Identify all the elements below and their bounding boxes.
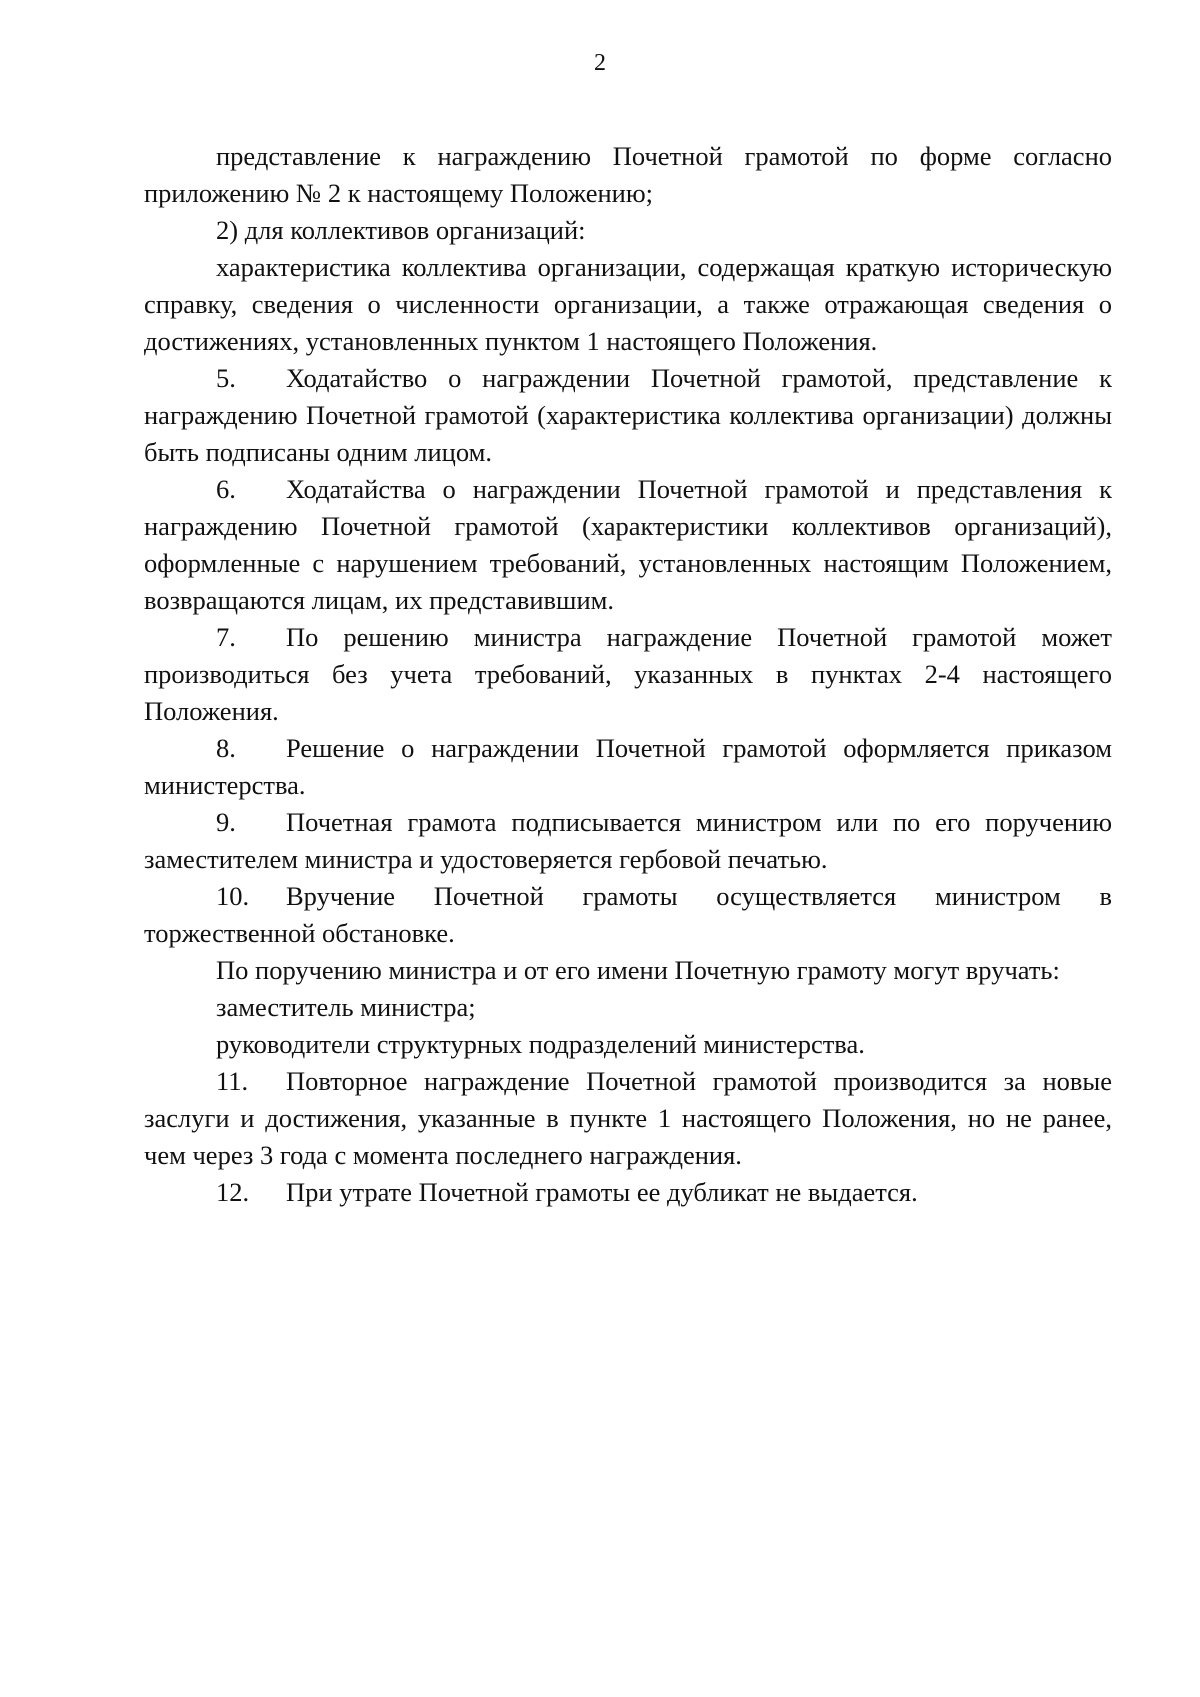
list-item-7 xyxy=(144,619,1112,730)
list-item-9 xyxy=(144,804,1112,878)
paragraph-collective-characteristic: характеристика коллектива организации, содержащая краткую историческую справку, сведения о численности организации, а также отражающая сведения о достижениях, установленных пунктом 1 настоящего Положения. xyxy=(144,252,1112,356)
list-item-11 xyxy=(144,1063,1112,1174)
list-item-6 xyxy=(144,471,1112,619)
item-number: 12. xyxy=(216,1177,250,1207)
document-body xyxy=(144,138,1112,1211)
paragraph-collectives-heading: 2) для коллективов организаций: xyxy=(216,215,586,245)
paragraph-representation: представление к награждению Почетной грамотой по форме согласно приложению № 2 к настоящему Положению; xyxy=(144,141,1112,208)
paragraph-delegation: По поручению министра и от его имени Почетную грамоту могут вручать: xyxy=(216,955,1060,985)
list-item-8 xyxy=(144,730,1112,804)
item-text: Почетная грамота подписывается министром или по его поручению заместителем министра и удостоверяется гербовой печатью. xyxy=(144,807,1112,874)
item-number: 7. xyxy=(216,622,236,652)
list-item-5 xyxy=(144,360,1112,471)
item-text: При утрате Почетной грамоты ее дубликат не выдается. xyxy=(286,1177,918,1207)
item-text: Повторное награждение Почетной грамотой производится за новые заслуги и достижения, указанные в пункте 1 настоящего Положения, но не ранее, чем через 3 года с момента последнего награждения. xyxy=(144,1066,1112,1170)
item-text: Ходатайство о награждении Почетной грамотой, представление к награждению Почетной грамотой (характеристика коллектива организации) должны быть подписаны одним лицом. xyxy=(144,363,1112,467)
item-number: 10. xyxy=(216,881,250,911)
item-number: 11. xyxy=(216,1066,249,1096)
item-number: 5. xyxy=(216,363,236,393)
page-number: 2 xyxy=(594,50,606,76)
list-item-12 xyxy=(144,1174,1112,1211)
item-number: 8. xyxy=(216,733,236,763)
list-item-10 xyxy=(144,878,1112,952)
item-text: Ходатайства о награждении Почетной грамотой и представления к награждению Почетной грамотой (характеристики коллективов организаций), оформленные с нарушением требований, установленных настоящим Положением, возвращаются лицам, их представившим. xyxy=(144,474,1112,615)
paragraph-department-heads: руководители структурных подразделений министерства. xyxy=(216,1029,865,1059)
item-text: Решение о награждении Почетной грамотой оформляется приказом министерства. xyxy=(144,733,1112,800)
item-number: 9. xyxy=(216,807,236,837)
item-text: Вручение Почетной грамоты осуществляется министром в торжественной обстановке. xyxy=(144,881,1112,948)
paragraph-deputy-minister: заместитель министра; xyxy=(216,992,476,1022)
item-number: 6. xyxy=(216,474,236,504)
item-text: По решению министра награждение Почетной грамотой может производиться без учета требований, указанных в пунктах 2-4 настоящего Положения. xyxy=(144,622,1112,726)
